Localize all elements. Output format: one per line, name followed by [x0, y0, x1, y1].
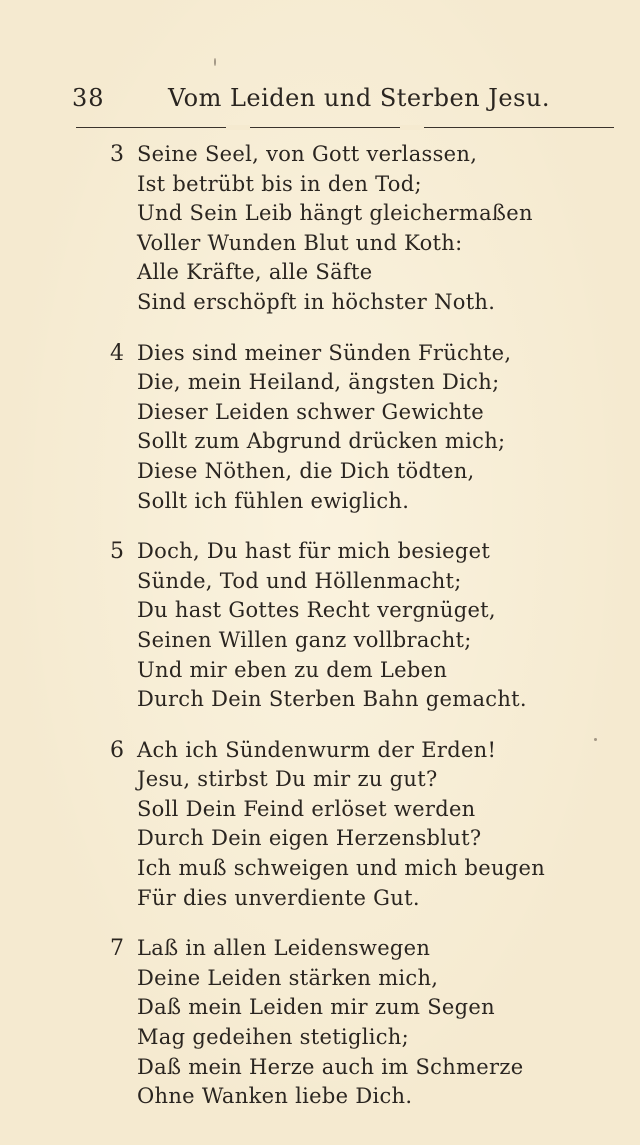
verse-line: Sünde, Tod und Höllenmacht;	[137, 568, 462, 593]
verse-number: 7	[110, 936, 124, 962]
rule-gap	[226, 125, 250, 130]
verse-line: Seinen Willen ganz vollbracht;	[137, 627, 472, 652]
verse-line: Daß mein Leiden mir zum Segen	[137, 995, 495, 1020]
verse-line: Ohne Wanken liebe Dich.	[137, 1084, 413, 1109]
hymn-text	[110, 140, 610, 1133]
verse-line: Sollt ich fühlen ewiglich.	[137, 488, 410, 513]
verse-5	[110, 537, 610, 715]
running-title: Vom Leiden und Sterben Jesu.	[168, 84, 550, 112]
verse-line: Diese Nöthen, die Dich tödten,	[137, 458, 475, 483]
verse-line: Die, mein Heiland, ängsten Dich;	[137, 370, 500, 395]
page-number: 38	[72, 84, 105, 112]
verse-number: 3	[110, 142, 124, 167]
verse-line: Ach ich Sündenwurm der Erden!	[137, 737, 497, 762]
verse-line: Und Sein Leib hängt gleichermaßen	[137, 201, 533, 226]
paper-speck	[594, 738, 597, 741]
verse-line: Dieser Leiden schwer Gewichte	[137, 399, 484, 424]
verse-line: Daß mein Herze auch im Schmerze	[137, 1054, 524, 1079]
verse-line: Deine Leiden stärken mich,	[137, 965, 439, 990]
verse-number: 4	[110, 340, 124, 366]
verse-line: Sind erschöpft in höchster Noth.	[137, 289, 496, 314]
verse-3	[110, 140, 610, 318]
verse-line: Laß in allen Leidenswegen	[137, 936, 431, 961]
verse-line: Voller Wunden Blut und Koth:	[137, 230, 463, 255]
rule-gap	[400, 125, 424, 130]
verse-line: Ich muß schweigen und mich beugen	[137, 856, 546, 881]
verse-6	[110, 736, 610, 914]
verse-line: Mag gedeihen stetiglich;	[137, 1025, 409, 1050]
verse-line: Sollt zum Abgrund drücken mich;	[137, 429, 506, 454]
page-header	[72, 84, 550, 118]
verse-line: Dies sind meiner Sünden Früchte,	[137, 340, 512, 365]
verse-line: Durch Dein Sterben Bahn gemacht.	[137, 687, 527, 712]
verse-line: Durch Dein eigen Herzensblut?	[137, 826, 482, 851]
verse-line: Soll Dein Feind erlöset werden	[137, 796, 476, 821]
verse-line: Alle Kräfte, alle Säfte	[137, 260, 373, 285]
verse-number: 6	[110, 737, 124, 763]
verse-line: Für dies unverdiente Gut.	[137, 885, 420, 910]
verse-line: Jesu, stirbst Du mir zu gut?	[137, 767, 438, 792]
verse-line: Seine Seel, von Gott verlassen,	[137, 142, 478, 166]
verse-4	[110, 339, 610, 517]
verse-7	[110, 934, 610, 1112]
verse-line: Du hast Gottes Recht vergnüget,	[137, 598, 496, 623]
verse-line: Und mir eben zu dem Leben	[137, 657, 448, 682]
verse-line: Ist betrübt bis in den Tod;	[137, 171, 422, 196]
paper-speck	[214, 58, 216, 66]
verse-number: 5	[110, 539, 124, 565]
header-rule	[76, 127, 614, 128]
verse-line: Doch, Du hast für mich besieget	[137, 539, 491, 564]
